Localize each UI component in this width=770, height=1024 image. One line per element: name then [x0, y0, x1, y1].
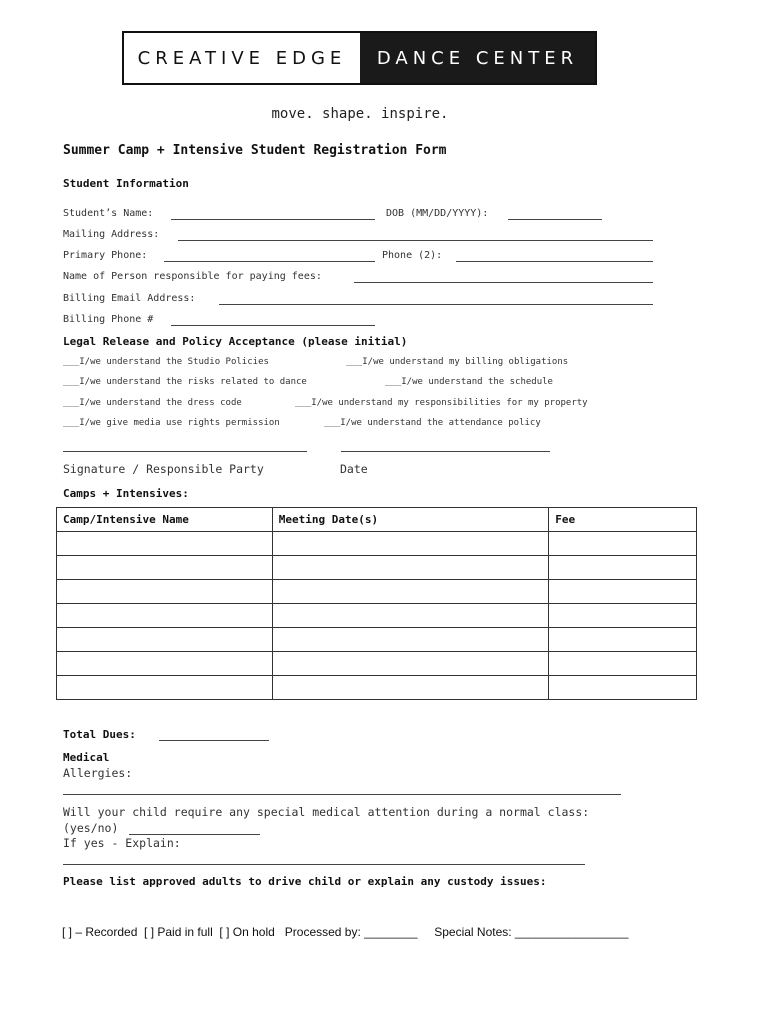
- primary-phone-field[interactable]: [164, 261, 375, 262]
- policy-item[interactable]: ___I/we understand the Studio Policies: [63, 357, 269, 367]
- allergies-field[interactable]: [63, 794, 621, 795]
- table-cell[interactable]: [57, 556, 273, 580]
- student-name-field[interactable]: [171, 219, 375, 220]
- phone2-field[interactable]: [456, 261, 653, 262]
- primary-phone-label: Primary Phone:: [63, 250, 148, 261]
- table-cell[interactable]: [272, 556, 549, 580]
- policy-item[interactable]: ___I/we understand the dress code: [63, 398, 242, 408]
- table-cell[interactable]: [57, 628, 273, 652]
- tagline: move. shape. inspire.: [271, 106, 449, 122]
- legal-heading: Legal Release and Policy Acceptance (please initial): [63, 335, 408, 348]
- camps-heading: Camps + Intensives:: [63, 487, 189, 500]
- medical-attention-question: Will your child require any special medical attention during a normal class:: [63, 805, 590, 819]
- form-title: Summer Camp + Intensive Student Registration Form: [63, 143, 447, 158]
- explain-field[interactable]: [63, 864, 585, 865]
- table-cell[interactable]: [549, 556, 697, 580]
- responsible-person-label: Name of Person responsible for paying fees:: [63, 271, 322, 282]
- policy-item[interactable]: ___I/we understand my responsibilities for my property: [295, 398, 588, 408]
- table-cell[interactable]: [57, 580, 273, 604]
- mailing-address-field[interactable]: [178, 240, 653, 241]
- table-cell[interactable]: [549, 676, 697, 700]
- policy-item[interactable]: ___I/we understand my billing obligations: [346, 357, 569, 367]
- allergies-label: Allergies:: [63, 766, 133, 780]
- policy-item[interactable]: ___I/we understand the risks related to dance: [63, 377, 307, 387]
- table-cell[interactable]: [57, 604, 273, 628]
- signature-label: Signature / Responsible Party: [63, 462, 264, 476]
- dob-label: DOB (MM/DD/YYYY):: [386, 208, 489, 219]
- explain-label: If yes - Explain:: [63, 836, 181, 850]
- table-row: [57, 556, 697, 580]
- logo-text-left: CREATIVE EDGE: [137, 47, 347, 69]
- mailing-address-label: Mailing Address:: [63, 229, 160, 240]
- policy-item[interactable]: ___I/we understand the attendance policy: [324, 418, 541, 428]
- billing-email-label: Billing Email Address:: [63, 293, 196, 304]
- table-cell[interactable]: [272, 532, 549, 556]
- yes-no-field[interactable]: [129, 834, 260, 835]
- table-row: [57, 652, 697, 676]
- table-cell[interactable]: [549, 628, 697, 652]
- office-use-footer: [ ] – Recorded [ ] Paid in full [ ] On hold Processed by: ________ Special Notes: _________________: [62, 925, 629, 939]
- table-cell[interactable]: [272, 628, 549, 652]
- medical-heading: Medical: [63, 751, 110, 764]
- total-dues-field[interactable]: [159, 740, 269, 741]
- column-header: Fee: [549, 508, 697, 532]
- phone2-label: Phone (2):: [382, 250, 443, 261]
- drivers-custody-label: Please list approved adults to drive child or explain any custody issues:: [63, 875, 547, 888]
- column-header: Meeting Date(s): [272, 508, 549, 532]
- table-cell[interactable]: [549, 604, 697, 628]
- table-cell[interactable]: [549, 580, 697, 604]
- student-name-label: Student’s Name:: [63, 208, 154, 219]
- logo: [122, 31, 597, 85]
- table-cell[interactable]: [272, 652, 549, 676]
- column-header: Camp/Intensive Name: [57, 508, 273, 532]
- signature-field[interactable]: [63, 451, 307, 452]
- table-cell[interactable]: [549, 532, 697, 556]
- billing-phone-field[interactable]: [171, 325, 375, 326]
- table-row: [57, 676, 697, 700]
- student-info-heading: Student Information: [63, 177, 189, 190]
- table-cell[interactable]: [272, 676, 549, 700]
- table-cell[interactable]: [549, 652, 697, 676]
- table-row: [57, 604, 697, 628]
- table-cell[interactable]: [57, 652, 273, 676]
- policy-item[interactable]: ___I/we give media use rights permission: [63, 418, 280, 428]
- table-row: [57, 532, 697, 556]
- table-cell[interactable]: [272, 604, 549, 628]
- dob-field[interactable]: [508, 219, 602, 220]
- billing-phone-label: Billing Phone #: [63, 314, 154, 325]
- table-cell[interactable]: [57, 676, 273, 700]
- policy-item[interactable]: ___I/we understand the schedule: [385, 377, 553, 387]
- table-row: [57, 628, 697, 652]
- table-cell[interactable]: [272, 580, 549, 604]
- logo-text-right: DANCE CENTER: [360, 33, 595, 83]
- total-dues-label: Total Dues:: [63, 728, 136, 741]
- responsible-person-field[interactable]: [354, 282, 653, 283]
- yes-no-label: (yes/no): [63, 821, 119, 835]
- camps-table: [56, 507, 697, 700]
- table-cell[interactable]: [57, 532, 273, 556]
- date-field[interactable]: [341, 451, 550, 452]
- billing-email-field[interactable]: [219, 304, 653, 305]
- table-header-row: [57, 508, 697, 532]
- date-label: Date: [340, 462, 368, 476]
- table-row: [57, 580, 697, 604]
